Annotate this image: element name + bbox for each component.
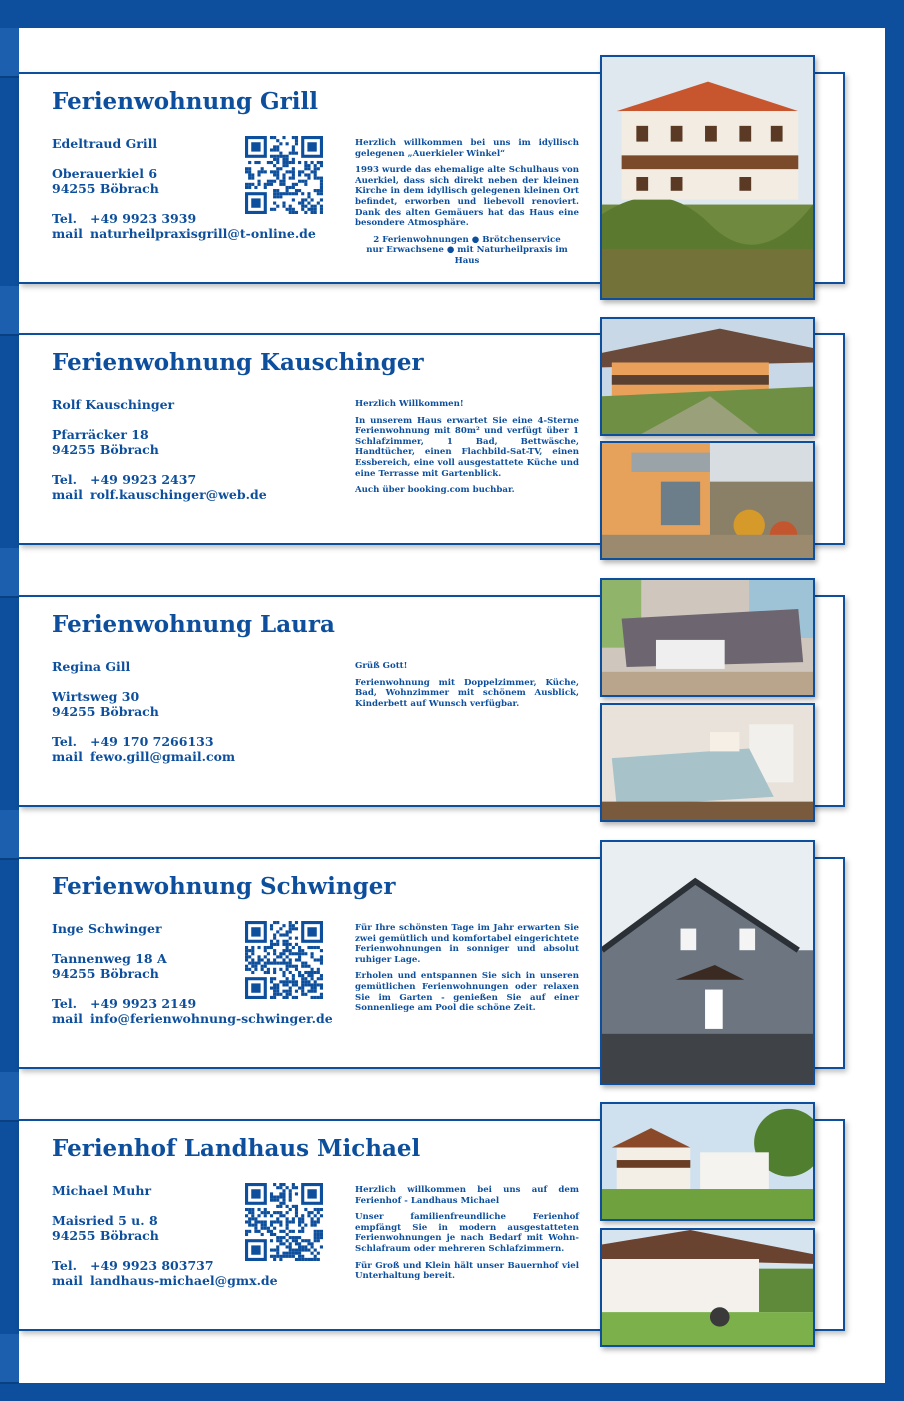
edge-tab <box>0 548 19 598</box>
phone-line <box>52 996 196 1011</box>
listing-description <box>355 1185 579 1288</box>
owner-name: Regina Gill <box>52 659 131 674</box>
phone-label: Tel. <box>52 472 77 487</box>
address-city: 94255 Böbrach <box>52 442 159 457</box>
listing-description <box>355 399 579 502</box>
mail-address[interactable]: landhaus-michael@gmx.de <box>90 1273 278 1288</box>
features-line: nur Erwachsene ● mit Naturheilpraxis im Haus <box>366 245 568 266</box>
listing-title: Ferienwohnung Laura <box>52 611 335 638</box>
desc-paragraph: Auch über booking.com buchbar. <box>355 485 515 496</box>
photo-farm-michael <box>600 1102 815 1221</box>
desc-paragraph: Erholen und entspannen Sie sich in unseren gemütlichen Ferienwohnungen oder relaxen Sie im Garten - genießen Sie auf einer Sonnenliege am Pool die schöne Zeit. <box>355 971 579 1014</box>
address-street: Oberauerkiel 6 <box>52 166 158 181</box>
owner-name: Michael Muhr <box>52 1183 152 1198</box>
edge-tab <box>0 1072 19 1122</box>
mail-line <box>52 1011 333 1026</box>
address-street: Tannenweg 18 A <box>52 951 167 966</box>
listing-title: Ferienwohnung Schwinger <box>52 873 396 900</box>
edge-tab <box>0 286 19 336</box>
desc-paragraph: Für Ihre schönsten Tage im Jahr erwarten Sie zwei gemütlich und komfortabel eingerichtete Ferienwohnungen in sonniger und absolut ruhiger Lage. <box>355 923 579 965</box>
mail-address[interactable]: info@ferienwohnung-schwinger.de <box>90 1011 333 1026</box>
desc-paragraph: In unserem Haus erwartet Sie eine 4-Sterne Ferienwohnung mit 80m² und verfügt über 1 Schlafzimmer, 1 Bad, Bettwäsche, Handtücher, einen Flachbild-Sat-TV, einen Essbereich, eine voll ausgestattete Küche und eine Terrasse mit Gartenblick. <box>355 415 579 479</box>
desc-paragraph: Unser familienfreundliche Ferienhof empfängt Sie in modern ausgestatteten Ferienwohnungen je nach Bedarf mit Wohn-Schlafraum oder mehreren Schlafzimmern. <box>355 1212 579 1254</box>
phone-line <box>52 211 196 226</box>
desc-paragraph: Grüß Gott! <box>355 661 408 671</box>
address-city: 94255 Böbrach <box>52 181 159 196</box>
phone-label: Tel. <box>52 996 77 1011</box>
phone-line <box>52 734 214 749</box>
qr-code-icon <box>245 1183 323 1261</box>
qr-code-icon <box>245 921 323 999</box>
address-city: 94255 Böbrach <box>52 1228 159 1243</box>
mail-address[interactable]: rolf.kauschinger@web.de <box>90 487 267 502</box>
owner-name: Edeltraud Grill <box>52 136 158 151</box>
mail-label: mail <box>52 1011 83 1026</box>
phone-line <box>52 472 196 487</box>
mail-line <box>52 1273 278 1288</box>
desc-paragraph: Herzlich willkommen bei uns im idyllisch gelegenen „Auerkieler Winkel“ <box>355 138 579 159</box>
phone-number[interactable]: +49 9923 803737 <box>90 1258 214 1273</box>
desc-paragraph: Ferienwohnung mit Doppelzimmer, Küche, Bad, Wohnzimmer mit schönem Ausblick, Kinderbett auf Wunsch verfügbar. <box>355 677 579 709</box>
photo-terrace-kauschinger <box>600 441 815 560</box>
phone-number[interactable]: +49 9923 2149 <box>90 996 197 1011</box>
address-street: Pfarräcker 18 <box>52 427 149 442</box>
photo-house-kauschinger <box>600 317 815 436</box>
listing-description <box>355 138 579 267</box>
listing-description <box>355 661 579 715</box>
address-city: 94255 Böbrach <box>52 966 159 981</box>
mail-line <box>52 749 235 764</box>
mail-line <box>52 487 267 502</box>
desc-paragraph: Herzlich willkommen bei uns auf dem Ferienhof - Landhaus Michael <box>355 1185 579 1206</box>
qr-code-icon <box>245 136 323 214</box>
phone-label: Tel. <box>52 1258 77 1273</box>
edge-tab <box>0 810 19 860</box>
address-city: 94255 Böbrach <box>52 704 159 719</box>
phone-label: Tel. <box>52 734 77 749</box>
photo-garden-michael <box>600 1228 815 1347</box>
listing-description <box>355 923 579 1020</box>
phone-line <box>52 1258 214 1273</box>
mail-address[interactable]: naturheilpraxisgrill@t-online.de <box>90 226 316 241</box>
features-line: 2 Ferienwohnungen ● Brötchenservice <box>373 234 561 245</box>
mail-line <box>52 226 316 241</box>
desc-paragraph: Herzlich Willkommen! <box>355 399 464 409</box>
listing-title: Ferienwohnung Grill <box>52 88 319 115</box>
photo-bedroom-laura <box>600 703 815 822</box>
phone-number[interactable]: +49 9923 3939 <box>90 211 197 226</box>
phone-label: Tel. <box>52 211 77 226</box>
owner-name: Rolf Kauschinger <box>52 397 175 412</box>
owner-name: Inge Schwinger <box>52 921 162 936</box>
photo-house-grill <box>600 55 815 300</box>
photo-house-schwinger <box>600 840 815 1085</box>
mail-label: mail <box>52 1273 83 1288</box>
edge-tab <box>0 28 19 78</box>
listing-title: Ferienhof Landhaus Michael <box>52 1135 421 1162</box>
photo-livingroom-laura <box>600 578 815 697</box>
address-street: Wirtsweg 30 <box>52 689 140 704</box>
mail-label: mail <box>52 226 83 241</box>
mail-address[interactable]: fewo.gill@gmail.com <box>90 749 236 764</box>
mail-label: mail <box>52 749 83 764</box>
desc-paragraph: Für Groß und Klein hält unser Bauernhof viel Unterhaltung bereit. <box>355 1260 579 1282</box>
phone-number[interactable]: +49 170 7266133 <box>90 734 214 749</box>
edge-tab <box>0 1334 19 1384</box>
mail-label: mail <box>52 487 83 502</box>
listing-title: Ferienwohnung Kauschinger <box>52 349 424 376</box>
desc-paragraph: 1993 wurde das ehemalige alte Schulhaus von Auerkiel, dass sich direkt neben der kleinen Kirche in dem idyllisch gelegenen kleinen Ort befindet, erworben und liebevoll renoviert. Dank des alten Gemäuers hat das Haus eine besondere Atmosphäre. <box>355 165 579 229</box>
address-street: Maisried 5 u. 8 <box>52 1213 158 1228</box>
phone-number[interactable]: +49 9923 2437 <box>90 472 197 487</box>
